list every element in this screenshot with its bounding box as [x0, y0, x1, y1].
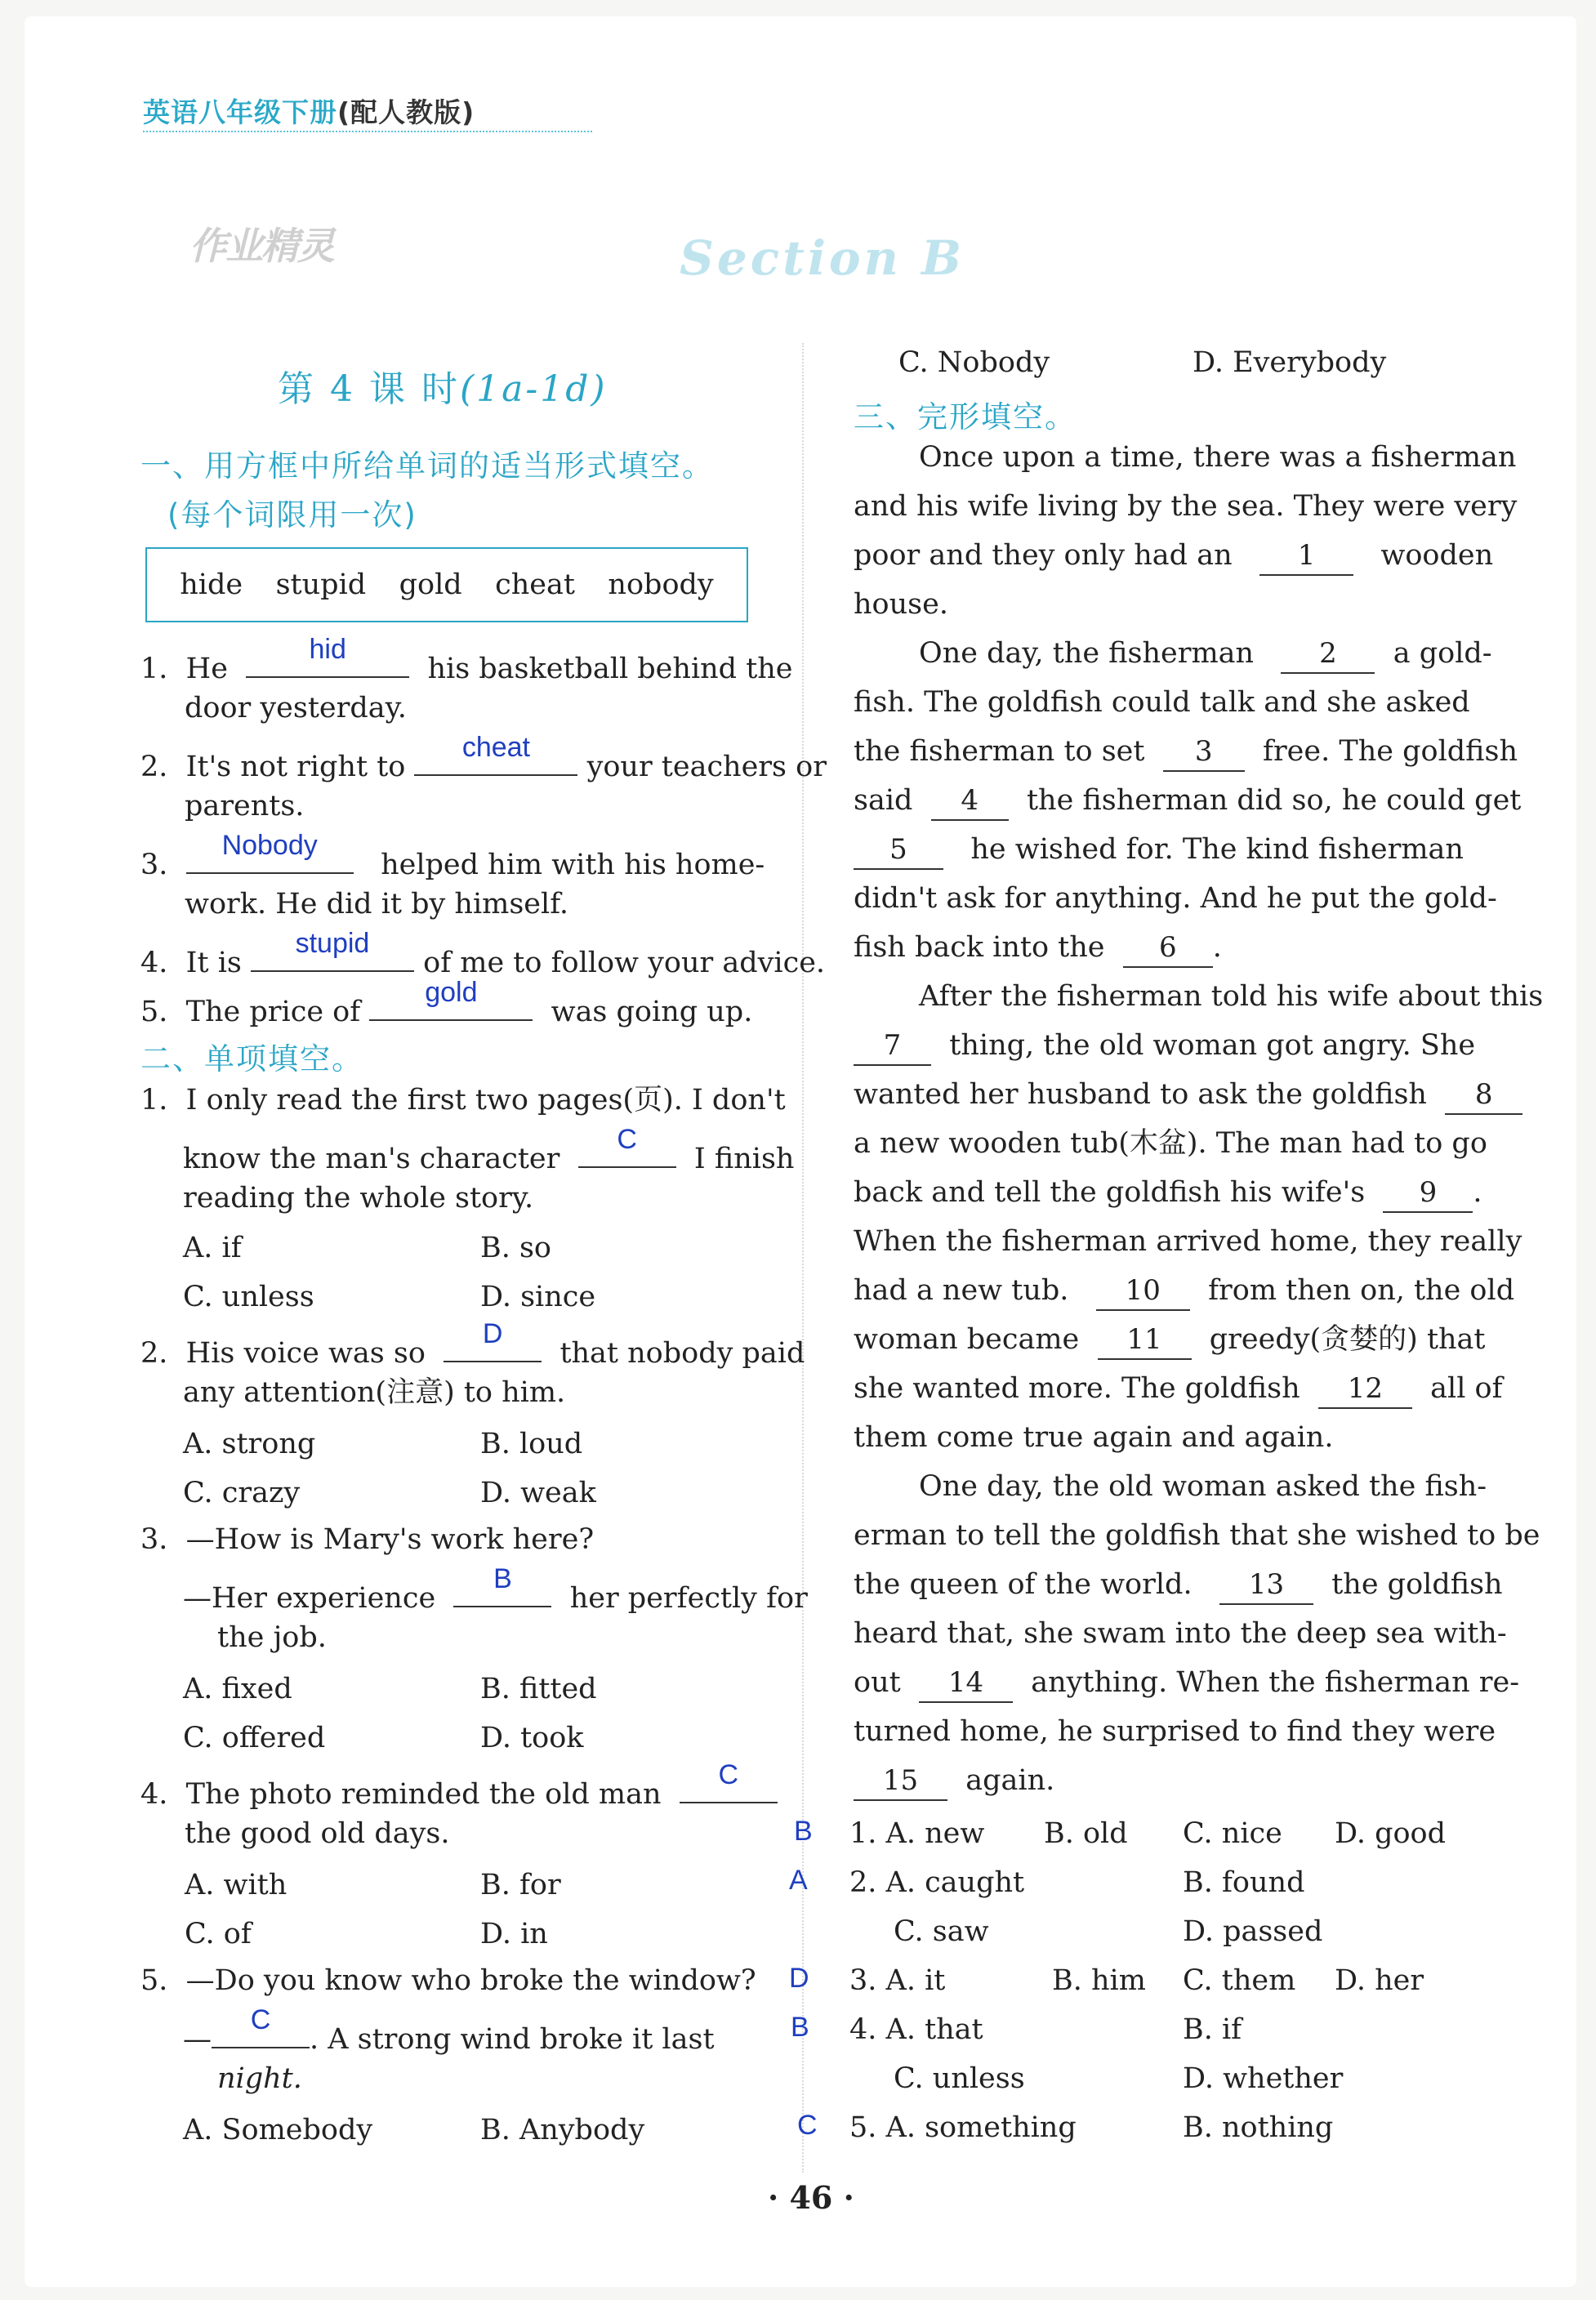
- mc-question-3: 3. —How is Mary's work here?: [140, 1523, 595, 1556]
- cloze-blank: 11: [1098, 1326, 1192, 1360]
- option: C. nice: [1183, 1817, 1282, 1850]
- option: B. Anybody: [480, 2114, 645, 2146]
- option: D. weak: [480, 1477, 596, 1509]
- fill-item-5: 5. The price of gold was going up.: [140, 977, 753, 1028]
- option: B. loud: [480, 1428, 583, 1460]
- passage-line: fish. The goldfish could talk and she asked: [854, 686, 1470, 719]
- answer-text: cheat: [461, 732, 531, 763]
- passage-line: wanted her husband to ask the goldfish 8: [854, 1081, 1522, 1115]
- fill-item-4: 4. It is stupid of me to follow your advice.: [140, 928, 826, 979]
- passage-line: house.: [854, 588, 948, 621]
- cloze-blank: 14: [919, 1669, 1013, 1703]
- answer-text: hid: [309, 634, 346, 665]
- passage-line: 7 thing, the old woman got angry. She: [854, 1032, 1475, 1066]
- option: B. found: [1183, 1866, 1305, 1899]
- option: B. him: [1052, 1964, 1146, 1997]
- answer-text: C: [250, 2004, 271, 2035]
- part1-heading: 一、用方框中所给单词的适当形式填空。: [140, 448, 714, 484]
- option: B. nothing: [1183, 2111, 1334, 2144]
- passage-line: 15 again.: [854, 1767, 1054, 1801]
- passage-line: didn't ask for anything. And he put the gold-: [854, 882, 1497, 915]
- cloze-question-1: 1. A. new: [849, 1817, 985, 1850]
- cloze-blank: 7: [854, 1032, 931, 1066]
- passage-line: heard that, she swam into the deep sea with-: [854, 1617, 1507, 1650]
- mc-question-5-line3: night.: [217, 2062, 302, 2095]
- word-bank-item: nobody: [608, 568, 714, 601]
- book-header: 英语八年级下册(配人教版): [143, 96, 475, 128]
- part3-heading: 三、完形填空。: [854, 399, 1077, 435]
- option: C. unless: [894, 2062, 1025, 2095]
- word-bank-item: stupid: [275, 568, 367, 601]
- part2-heading: 二、单项填空。: [140, 1041, 363, 1076]
- option: A. if: [183, 1232, 242, 1264]
- passage-line: and his wife living by the sea. They were very: [854, 490, 1518, 523]
- word-bank-item: hide: [180, 568, 243, 601]
- option: A. with: [185, 1869, 288, 1901]
- option: D. passed: [1183, 1915, 1323, 1948]
- option: D. since: [480, 1281, 596, 1313]
- passage-line: When the fisherman arrived home, they really: [854, 1225, 1522, 1258]
- word-bank-item: cheat: [495, 568, 575, 601]
- fill-item-3: 3. Nobody helped him with his home-: [140, 830, 765, 881]
- mc-question-5: 5. —Do you know who broke the window?: [140, 1964, 756, 1997]
- passage-line: fish back into the 6 .: [854, 934, 1222, 968]
- fill-item-2-cont: parents.: [185, 790, 305, 822]
- option: C. unless: [183, 1281, 314, 1313]
- passage-line: had a new tub. 10 from then on, the old: [854, 1277, 1514, 1311]
- mc-question-1-line2: know the man's character C I finish: [183, 1124, 795, 1175]
- mc-question-2: 2. His voice was so D that nobody paid: [140, 1318, 805, 1370]
- cloze-blank: 5: [854, 836, 943, 870]
- cloze-blank: 13: [1219, 1571, 1313, 1605]
- option: D. took: [480, 1722, 584, 1754]
- passage-line: said 4 the fisherman did so, he could get: [854, 787, 1521, 821]
- answer-text: B: [493, 1563, 512, 1594]
- option: C. them: [1183, 1964, 1296, 1997]
- option: A. strong: [183, 1428, 316, 1460]
- cloze-question-3: 3. A. it: [849, 1964, 946, 1997]
- option: C. Nobody: [898, 346, 1050, 379]
- margin-answer: B: [794, 1816, 813, 1847]
- fill-item-1: 1. He hid his basketball behind the: [140, 634, 793, 685]
- passage-line: One day, the old woman asked the fish-: [919, 1470, 1487, 1503]
- mc-question-3-line2: —Her experience B her perfectly for: [183, 1563, 808, 1615]
- mc-question-1: 1. I only read the first two pages(页). I don't: [140, 1084, 786, 1117]
- fill-item-3-cont: work. He did it by himself.: [185, 888, 569, 920]
- cloze-blank: 3: [1163, 738, 1245, 772]
- option: A. Somebody: [183, 2114, 373, 2146]
- passage-line: a new wooden tub(木盆). The man had to go: [854, 1127, 1487, 1160]
- margin-answer: C: [797, 2110, 818, 2141]
- fill-item-1-cont: door yesterday.: [185, 692, 407, 724]
- cloze-blank: 6: [1123, 934, 1213, 968]
- cloze-blank: 10: [1096, 1277, 1190, 1311]
- margin-answer: B: [791, 2012, 809, 2043]
- cloze-blank: 1: [1259, 542, 1353, 576]
- mc-question-1-line3: reading the whole story.: [183, 1182, 534, 1215]
- passage-line: After the fisherman told his wife about this: [919, 980, 1544, 1013]
- logo-watermark: 作业精灵: [189, 224, 333, 268]
- page-number: · 46 ·: [768, 2179, 854, 2216]
- part1-note: (每个词限用一次): [167, 497, 417, 533]
- passage-line: One day, the fisherman 2 a gold-: [919, 640, 1492, 674]
- cloze-blank: 12: [1318, 1375, 1412, 1409]
- mc-question-2-line2: any attention(注意) to him.: [183, 1376, 566, 1409]
- passage-line: Once upon a time, there was a fisherman: [919, 441, 1517, 474]
- margin-answer: A: [789, 1865, 808, 1896]
- passage-line: woman became 11 greedy(贪婪的) that: [854, 1326, 1486, 1360]
- cloze-blank: 2: [1281, 640, 1375, 674]
- word-bank-item: gold: [399, 568, 462, 601]
- passage-line: out 14 anything. When the fisherman re-: [854, 1669, 1519, 1703]
- passage-line: the fisherman to set 3 free. The goldfish: [854, 738, 1518, 772]
- option: C. saw: [894, 1915, 989, 1948]
- option: D. in: [480, 1918, 548, 1950]
- passage-line: turned home, he surprised to find they were: [854, 1715, 1496, 1748]
- option: D. good: [1335, 1817, 1447, 1850]
- answer-text: C: [617, 1124, 637, 1155]
- option: C. crazy: [183, 1477, 301, 1509]
- cloze-question-4: 4. A. that: [849, 2013, 983, 2046]
- option: A. fixed: [183, 1673, 292, 1705]
- cloze-blank: 15: [854, 1767, 947, 1801]
- answer-text: stupid: [295, 928, 370, 959]
- mc-question-3-line3: the job.: [217, 1621, 327, 1654]
- cloze-blank: 4: [931, 787, 1009, 821]
- column-divider: [802, 343, 804, 2173]
- cloze-blank: 9: [1383, 1179, 1473, 1213]
- answer-text: D: [482, 1318, 503, 1349]
- option: D. her: [1335, 1964, 1424, 1997]
- answer-text: gold: [425, 977, 478, 1008]
- option: D. Everybody: [1193, 346, 1387, 379]
- option: B. old: [1044, 1817, 1128, 1850]
- mc-question-4: 4. The photo reminded the old man C: [140, 1771, 778, 1809]
- passage-line: the queen of the world. 13 the goldfish: [854, 1571, 1503, 1605]
- word-bank: [145, 547, 748, 622]
- passage-line: poor and they only had an 1 wooden: [854, 542, 1493, 576]
- option: C. of: [185, 1918, 252, 1950]
- option: C. offered: [183, 1722, 326, 1754]
- passage-line: 5 he wished for. The kind fisherman: [854, 836, 1464, 870]
- cloze-question-5: 5. A. something: [849, 2111, 1077, 2144]
- mc-question-4-line2: the good old days.: [185, 1817, 450, 1850]
- cloze-question-2: 2. A. caught: [849, 1866, 1025, 1899]
- fill-item-2: 2. It's not right to cheat your teachers or: [140, 732, 827, 783]
- lesson-title: 第 4 课 时(1a-1d): [278, 368, 608, 410]
- option: D. whether: [1183, 2062, 1344, 2095]
- section-title: Section B: [680, 230, 965, 286]
- passage-line: erman to tell the goldfish that she wished to be: [854, 1519, 1540, 1552]
- passage-line: she wanted more. The goldfish 12 all of: [854, 1375, 1503, 1409]
- answer-text: C: [718, 1759, 739, 1790]
- header-rule: [143, 131, 592, 132]
- option: B. fitted: [480, 1673, 597, 1705]
- answer-text: Nobody: [221, 830, 318, 861]
- option: B. so: [480, 1232, 552, 1264]
- option: B. if: [1183, 2013, 1242, 2046]
- mc-question-5-line2: — C . A strong wind broke it last: [183, 2004, 715, 2056]
- margin-answer: D: [789, 1963, 809, 1994]
- passage-line: back and tell the goldfish his wife's 9 .: [854, 1179, 1482, 1213]
- cloze-blank: 8: [1445, 1081, 1522, 1115]
- option: B. for: [480, 1869, 561, 1901]
- passage-line: them come true again and again.: [854, 1421, 1334, 1454]
